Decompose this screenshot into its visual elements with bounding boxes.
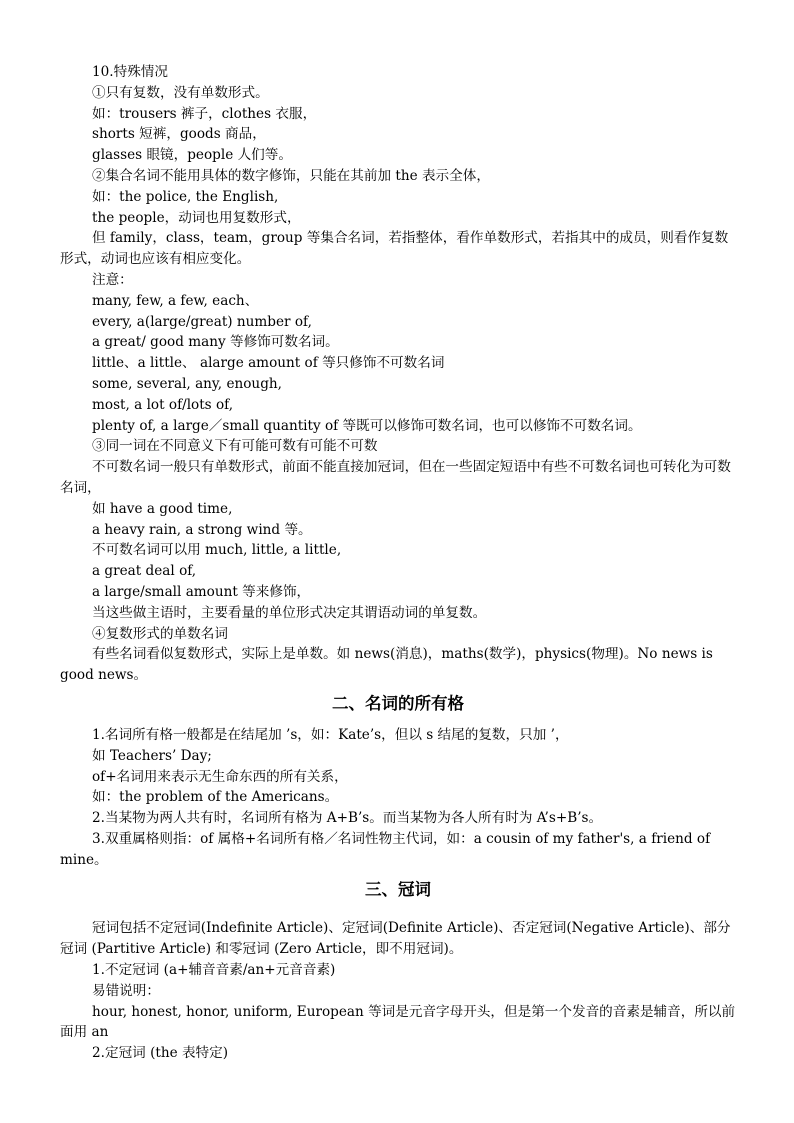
paragraph: 2.当某物为两人共有时，名词所有格为 A+B’s。而当某物为各人所有时为 A’s+B’s。 [92, 810, 603, 827]
paragraph: hour, honest, honor, uniform, European 等词是元音字母开头，但是第一个发音的音素是辅音，所以前面用 an [60, 1003, 736, 1041]
paragraph: 如：trousers 裤子，clothes 衣服， [92, 105, 317, 122]
section-heading-possessive: 二、名词的所有格 [332, 693, 464, 713]
paragraph: a heavy rain, a strong wind 等。 [92, 521, 312, 538]
paragraph: ③同一词在不同意义下有可能可数有可能不可数 [92, 438, 378, 455]
paragraph: ②集合名词不能用具体的数字修饰，只能在其前加 the 表示全体， [92, 167, 490, 184]
document-page [60, 62, 736, 1064]
paragraph: glasses 眼镜，people 人们等。 [92, 147, 292, 164]
section-articles [60, 918, 736, 1064]
paragraph: a large/small amount 等来修饰， [92, 583, 311, 600]
paragraph: some, several, any, enough, [92, 375, 282, 392]
paragraph: a great deal of, [92, 563, 197, 580]
paragraph: 注意： [92, 271, 133, 288]
paragraph: 有些名词看似复数形式，实际上是单数。如 news(消息)，maths(数学)，physics(物理)。No news is good news。 [60, 646, 718, 684]
paragraph: 易错说明： [92, 982, 160, 999]
paragraph: plenty of, a large／small quantity of 等既可以修饰可数名词，也可以修饰不可数名词。 [92, 417, 642, 434]
paragraph: 不可数名词可以用 much, little, a little, [92, 542, 342, 559]
section-heading-articles: 三、冠词 [365, 880, 431, 900]
paragraph: shorts 短裤，goods 商品， [92, 126, 266, 143]
paragraph: 1.名词所有格一般都是在结尾加 ’s，如：Kate’s，但以 s 结尾的复数，只加 ’， [92, 726, 569, 743]
paragraph: the people，动词也用复数形式， [92, 209, 301, 226]
section-special-cases [60, 62, 736, 686]
paragraph: ④复数形式的单数名词 [92, 625, 228, 642]
paragraph: 如 Teachers’ Day; [92, 747, 212, 764]
paragraph: 如 have a good time, [92, 500, 233, 517]
paragraph: little、a little、 alarge amount of 等只修饰不可数名词 [92, 355, 445, 372]
paragraph: 3.双重属格则指：of 属格+名词所有格／名词性物主代词，如：a cousin of my father's, a friend of mine。 [60, 830, 715, 868]
paragraph: 如：the police, the English, [92, 188, 279, 205]
paragraph: 1.不定冠词 (a+辅音音素/an+元音音素) [92, 962, 336, 979]
paragraph: 如：the problem of the Americans。 [92, 789, 339, 806]
paragraph: of+名词用来表示无生命东西的所有关系， [92, 768, 348, 785]
paragraph: 2.定冠词 (the 表特定) [92, 1045, 229, 1062]
section-possessive [60, 725, 736, 871]
paragraph: ①只有复数，没有单数形式。 [92, 84, 269, 101]
paragraph: many, few, a few, each、 [92, 292, 259, 309]
paragraph: 10.特殊情况 [92, 64, 168, 80]
paragraph: 不可数名词一般只有单数形式，前面不能直接加冠词，但在一些固定短语中有些不可数名词也可转化为可数名词， [60, 459, 731, 496]
paragraph: 当这些做主语时，主要看量的单位形式决定其谓语动词的单复数。 [92, 604, 487, 621]
paragraph: 冠词包括不定冠词(Indefinite Article)、定冠词(Definite Article)、否定冠词(Negative Article)、部分冠词 (Partitive Article) 和零冠词 (Zero Article，即不用冠词)。 [60, 920, 731, 958]
paragraph: most, a lot of/lots of, [92, 396, 234, 413]
paragraph: a great/ good many 等修饰可数名词。 [92, 334, 339, 351]
paragraph: 但 family，class，team，group 等集合名词，若指整体，看作单数形式，若指其中的成员，则看作复数形式，动词也应该有相应变化。 [60, 230, 729, 268]
paragraph: every, a(large/great) number of, [92, 313, 312, 330]
